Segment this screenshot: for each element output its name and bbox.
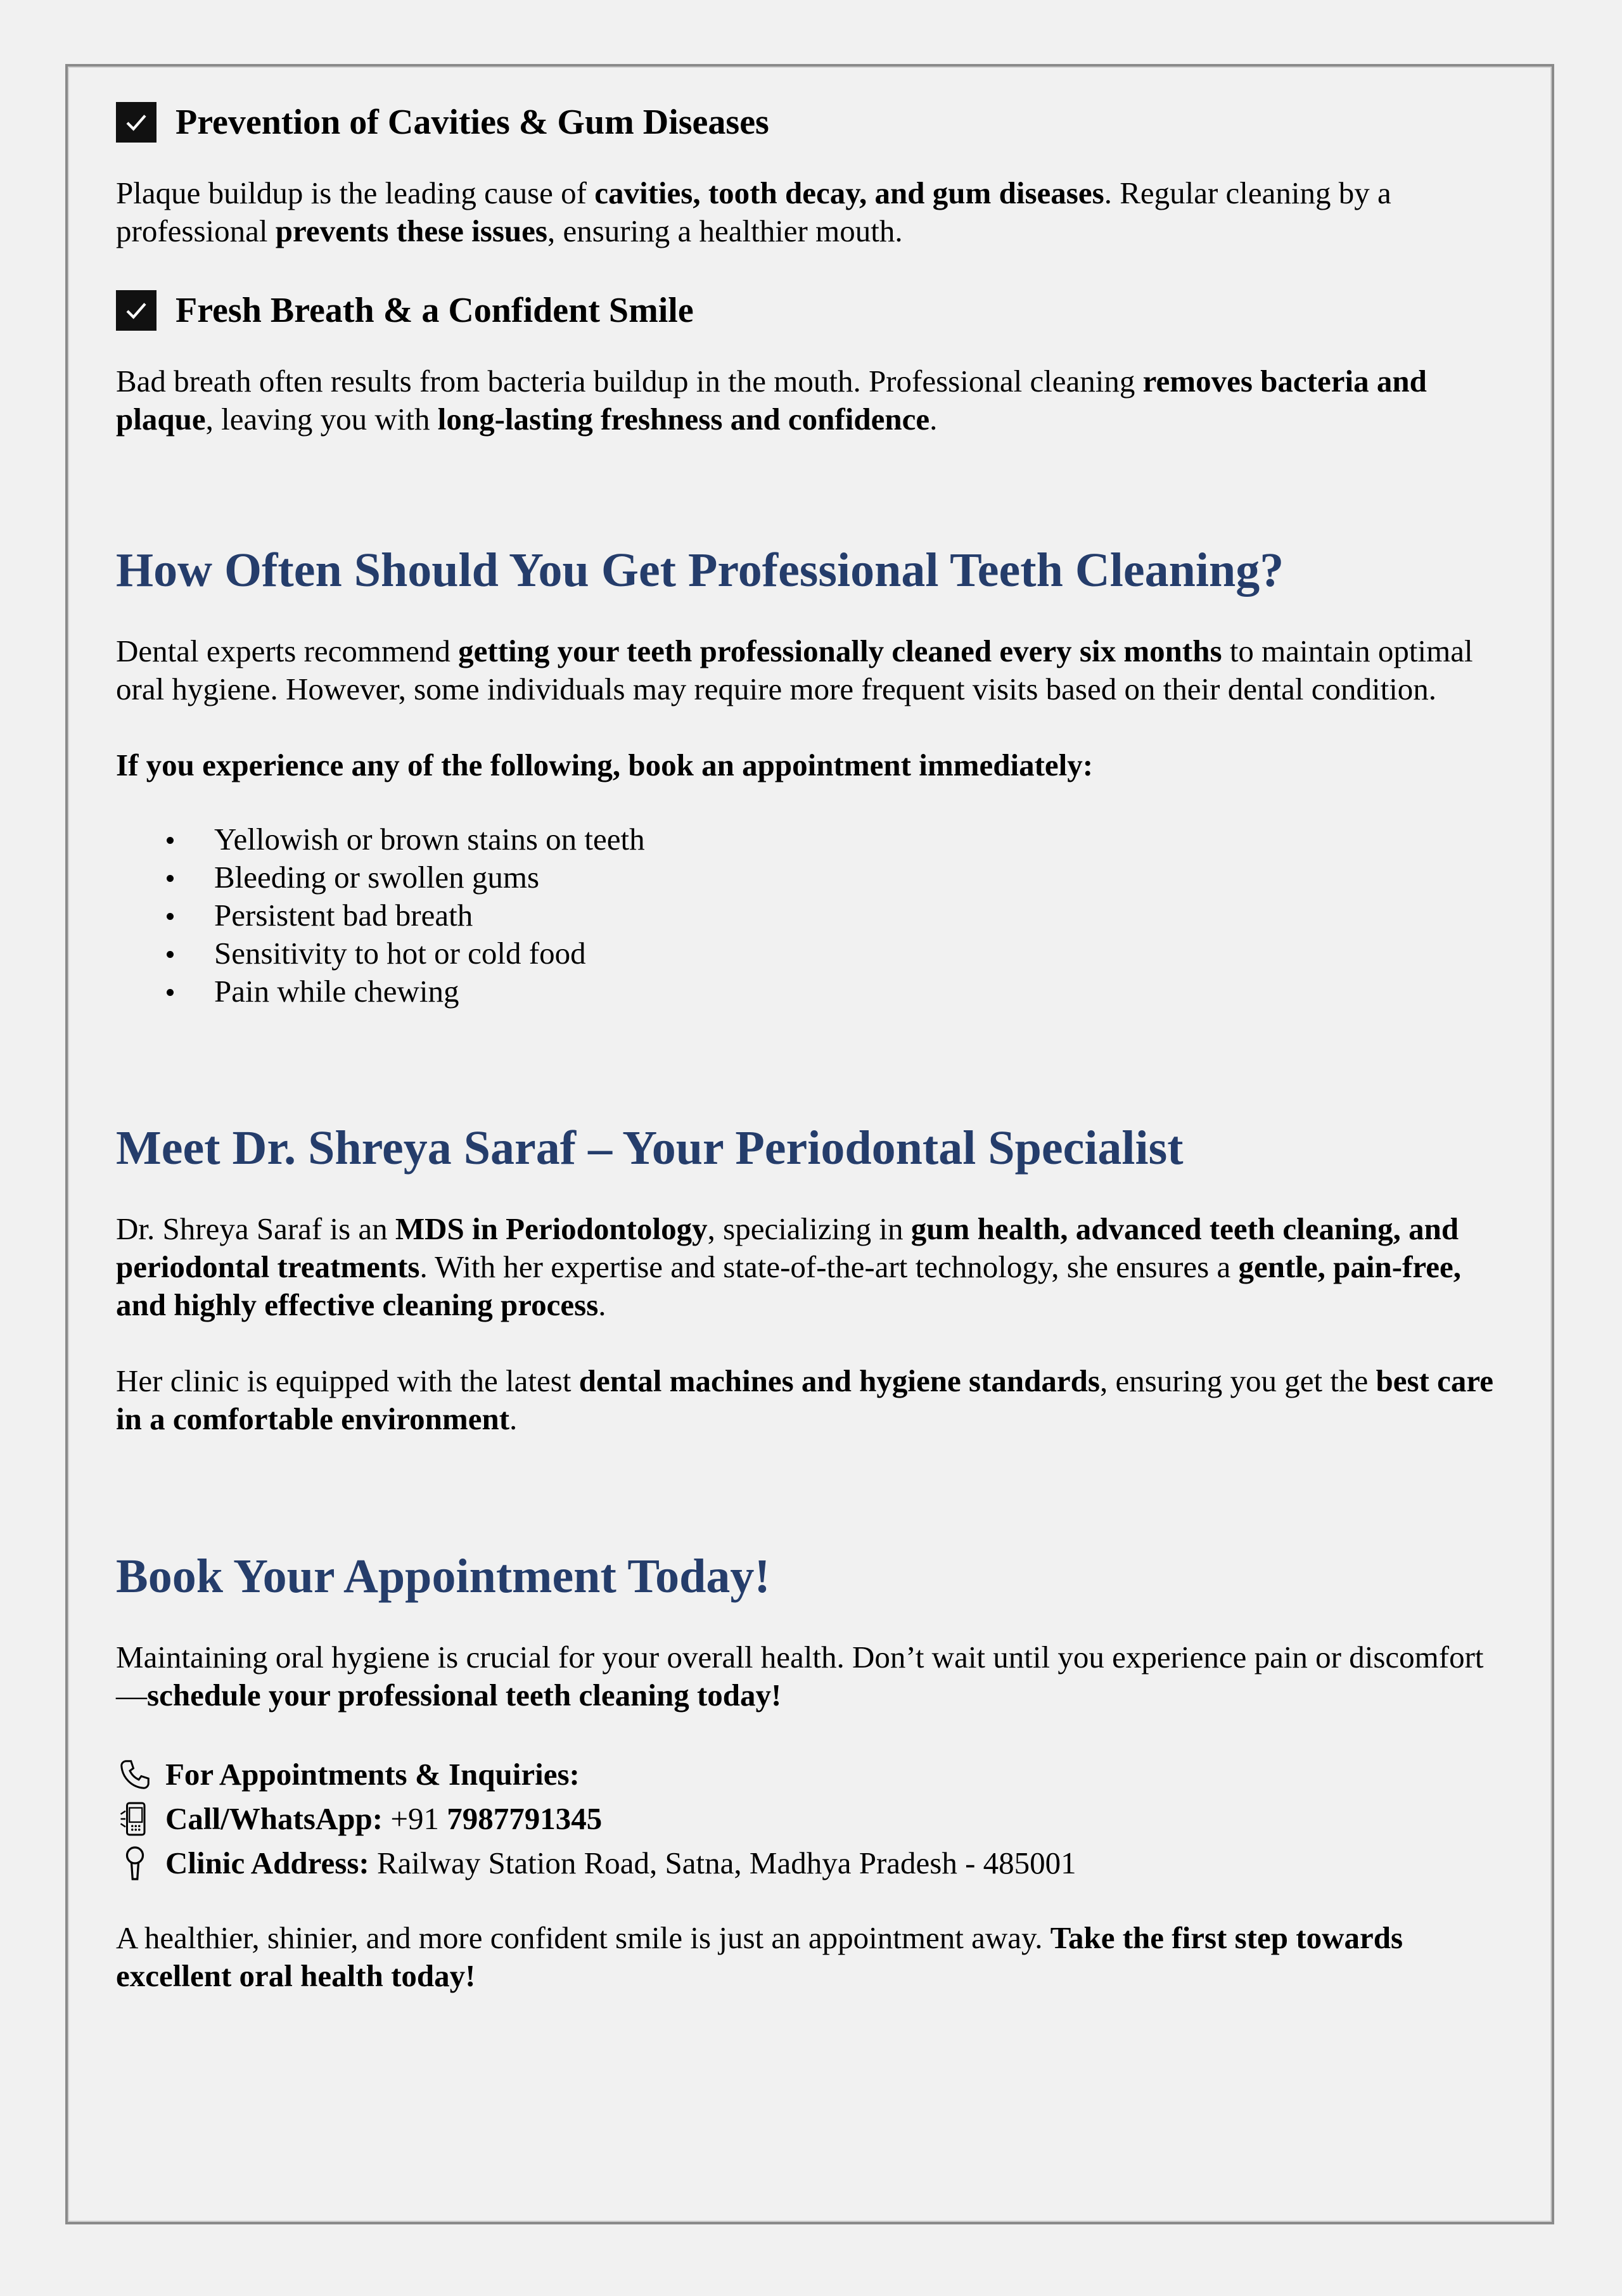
- text-run: .: [598, 1287, 606, 1322]
- text-run: , ensuring you get the: [1099, 1363, 1376, 1398]
- benefit-heading: [116, 288, 1507, 333]
- contacts-heading-line: [116, 1752, 1507, 1797]
- list-item: Persistent bad breath: [116, 896, 1507, 934]
- text-run: to maintain optimal oral hygiene. However, some individuals may require more frequent visits based on their dental condition.: [116, 634, 1473, 706]
- phone-icon: [116, 1756, 154, 1794]
- frequency-intro: [116, 632, 1507, 708]
- section-heading-booking: Book Your Appointment Today!: [116, 1550, 770, 1603]
- address-line: [116, 1841, 1507, 1885]
- booking-intro: [116, 1638, 1507, 1714]
- phone-prefix: +91: [390, 1801, 439, 1836]
- phone-line: [116, 1797, 1507, 1841]
- list-item: Bleeding or swollen gums: [116, 858, 1507, 896]
- closing-paragraph: [116, 1919, 1507, 1995]
- text-run: .: [929, 402, 938, 437]
- bold-text: removes bacteria and plaque: [116, 364, 1427, 437]
- list-item: Sensitivity to hot or cold food: [116, 934, 1507, 973]
- text-run: , ensuring a healthier mouth.: [547, 214, 903, 248]
- bold-text: prevents these issues: [275, 214, 547, 248]
- bold-text: MDS in Periodontology: [395, 1211, 708, 1246]
- bold-text: long-lasting freshness and confidence: [437, 402, 930, 437]
- list-item: Pain while chewing: [116, 973, 1507, 1011]
- bold-text: gentle, pain-free, and highly effective cleaning process: [116, 1249, 1462, 1322]
- list-item: Yellowish or brown stains on teeth: [116, 820, 1507, 858]
- bold-text: best care in a comfortable environment: [116, 1363, 1493, 1436]
- bold-text: gum health, advanced teeth cleaning, and periodontal treatments: [116, 1211, 1459, 1284]
- section-heading-frequency: How Often Should You Get Professional Teeth Cleaning?: [116, 544, 1284, 597]
- benefit-text: [116, 362, 1507, 438]
- contact-block: [116, 1752, 1507, 1885]
- contacts-heading: For Appointments & Inquiries:: [165, 1757, 580, 1792]
- bold-text: cavities, tooth decay, and gum diseases: [594, 175, 1104, 210]
- text-run: . With her expertise and state-of-the-art technology, she ensures a: [419, 1249, 1239, 1284]
- text-run: Bad breath often results from bacteria buildup in the mouth. Professional cleaning: [116, 364, 1143, 399]
- doctor-paragraph: [116, 1210, 1507, 1324]
- text-run: A healthier, shinier, and more confident smile is just an appointment away.: [116, 1920, 1050, 1955]
- checkmark-icon: [116, 290, 156, 331]
- bold-text: Take the first step towards excellent oral health today!: [116, 1920, 1403, 1993]
- phone-label: Call/WhatsApp:: [165, 1801, 383, 1836]
- text-run: Maintaining oral hygiene is crucial for your overall health. Don’t wait until you experience pain or discomfort—: [116, 1640, 1484, 1712]
- checkmark-icon: [116, 102, 156, 143]
- benefit-title: Fresh Breath & a Confident Smile: [176, 291, 694, 330]
- bold-text: schedule your professional teeth cleaning today!: [147, 1678, 782, 1712]
- address-text: Railway Station Road, Satna, Madhya Pradesh - 485001: [376, 1846, 1076, 1880]
- text-run: Dental experts recommend: [116, 634, 459, 668]
- symptoms-list: [116, 820, 1507, 1011]
- bold-text: getting your teeth professionally cleaned every six months: [458, 634, 1222, 668]
- text-run: Dr. Shreya Saraf is an: [116, 1211, 395, 1246]
- bold-text: dental machines and hygiene standards: [578, 1363, 1100, 1398]
- benefit-title: Prevention of Cavities & Gum Diseases: [176, 103, 769, 142]
- mobile-phone-icon: [116, 1800, 154, 1838]
- text-run: , leaving you with: [205, 402, 438, 437]
- benefit-heading: [116, 100, 1507, 144]
- benefit-text: [116, 174, 1507, 250]
- phone-number[interactable]: 7987791345: [447, 1801, 603, 1836]
- text-run: , specializing in: [707, 1211, 911, 1246]
- symptoms-heading: If you experience any of the following, book an appointment immediately:: [116, 748, 1094, 782]
- text-run: Plaque buildup is the leading cause of: [116, 175, 595, 210]
- address-label: Clinic Address:: [165, 1846, 369, 1880]
- text-run: .: [509, 1401, 518, 1436]
- location-pin-icon: [116, 1844, 154, 1882]
- text-run: . Regular cleaning by a professional: [116, 175, 1391, 248]
- section-heading-doctor: Meet Dr. Shreya Saraf – Your Periodontal Specialist: [116, 1121, 1184, 1175]
- text-run: Her clinic is equipped with the latest: [116, 1363, 579, 1398]
- document-content: [116, 100, 1507, 1995]
- doctor-paragraph: [116, 1362, 1507, 1438]
